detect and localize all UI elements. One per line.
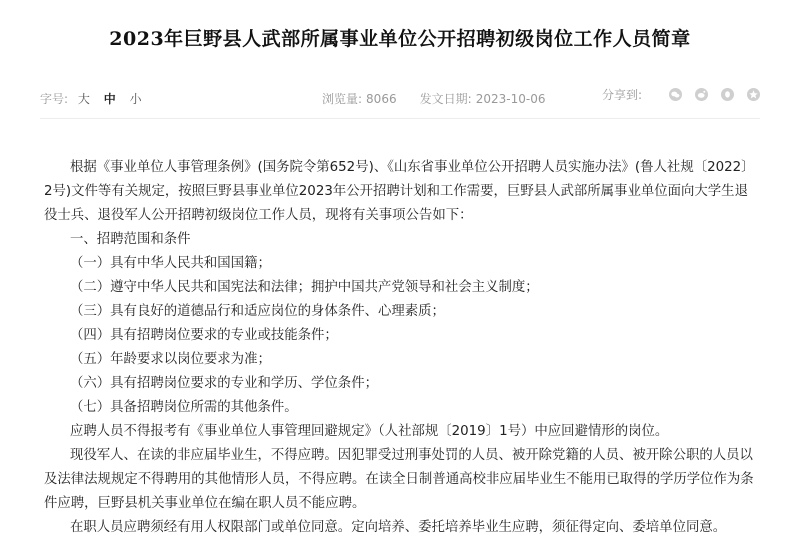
qzone-icon[interactable] xyxy=(747,88,760,101)
article-meta-bar xyxy=(40,86,760,108)
font-size-large-button[interactable]: 大 xyxy=(77,92,90,106)
font-size-switcher xyxy=(40,90,152,107)
font-size-medium-button[interactable]: 中 xyxy=(103,92,116,106)
condition-item: （六）具有招聘岗位要求的专业和学历、学位条件； xyxy=(70,376,378,391)
meta-divider xyxy=(40,118,760,119)
weibo-icon[interactable] xyxy=(695,88,708,101)
condition-item: （一）具有中华人民共和国国籍； xyxy=(70,256,271,271)
condition-item: （七）具备招聘岗位所需的其他条件。 xyxy=(70,400,298,415)
share-label: 分享到: xyxy=(601,88,642,102)
views-count: 8066 xyxy=(366,92,397,106)
wechat-icon[interactable] xyxy=(669,88,682,101)
font-size-label: 字号: xyxy=(40,92,69,106)
intro-paragraph: 根据《事业单位人事管理条例》(国务院令第652号)、《山东省事业单位公开招聘人员实施办法》(鲁人社规〔2022〕2号)文件等有关规定，按照巨野县事业单位2023年公开招聘计划和工作需要，巨野县人武部所属事业单位面向大学生退役士兵、退役军人公开招聘初级岗位工作人员，现将有关事项公告如下： xyxy=(44,160,755,223)
avoidance-paragraph: 应聘人员不得报考有《事业单位人事管理回避规定》（人社部规〔2019〕1号）中应回避情形的岗位。 xyxy=(70,424,669,439)
condition-item: （二）遵守中华人民共和国宪法和法律；拥护中国共产党领导和社会主义制度； xyxy=(70,280,539,295)
employed-applicants-paragraph: 在职人员应聘须经有用人权限部门或单位同意。定向培养、委托培养毕业生应聘，须征得定向、委培单位同意。 xyxy=(70,520,727,535)
date-label: 发文日期: xyxy=(419,92,472,106)
qq-icon[interactable] xyxy=(721,88,734,101)
condition-item: （四）具有招聘岗位要求的专业或技能条件； xyxy=(70,328,338,343)
font-size-small-button[interactable]: 小 xyxy=(129,92,142,106)
page-title: 2023年巨野县人武部所属事业单位公开招聘初级岗位工作人员简章 xyxy=(109,28,691,50)
condition-item: （三）具有良好的道德品行和适应岗位的身体条件、心理素质； xyxy=(70,304,445,319)
publish-date: 2023-10-06 xyxy=(475,92,546,106)
ineligibility-paragraph: 现役军人、在读的非应届毕业生，不得应聘。因犯罪受过刑事处罚的人员、被开除党籍的人员、被开除公职的人员以及法律法规规定不得聘用的其他情形人员，不得应聘。在读全日制普通高校非应届毕业生不能用已取得的学历学位作为条件应聘，巨野县机关事业单位在编在职人员不能应聘。 xyxy=(44,448,754,511)
section-heading: 一、招聘范围和条件 xyxy=(70,232,191,247)
views-label: 浏览量: xyxy=(322,92,363,106)
article-body xyxy=(44,156,760,540)
share-bar xyxy=(602,86,760,103)
condition-item: （五）年龄要求以岗位要求为准； xyxy=(70,352,271,367)
article-stats xyxy=(322,90,549,107)
